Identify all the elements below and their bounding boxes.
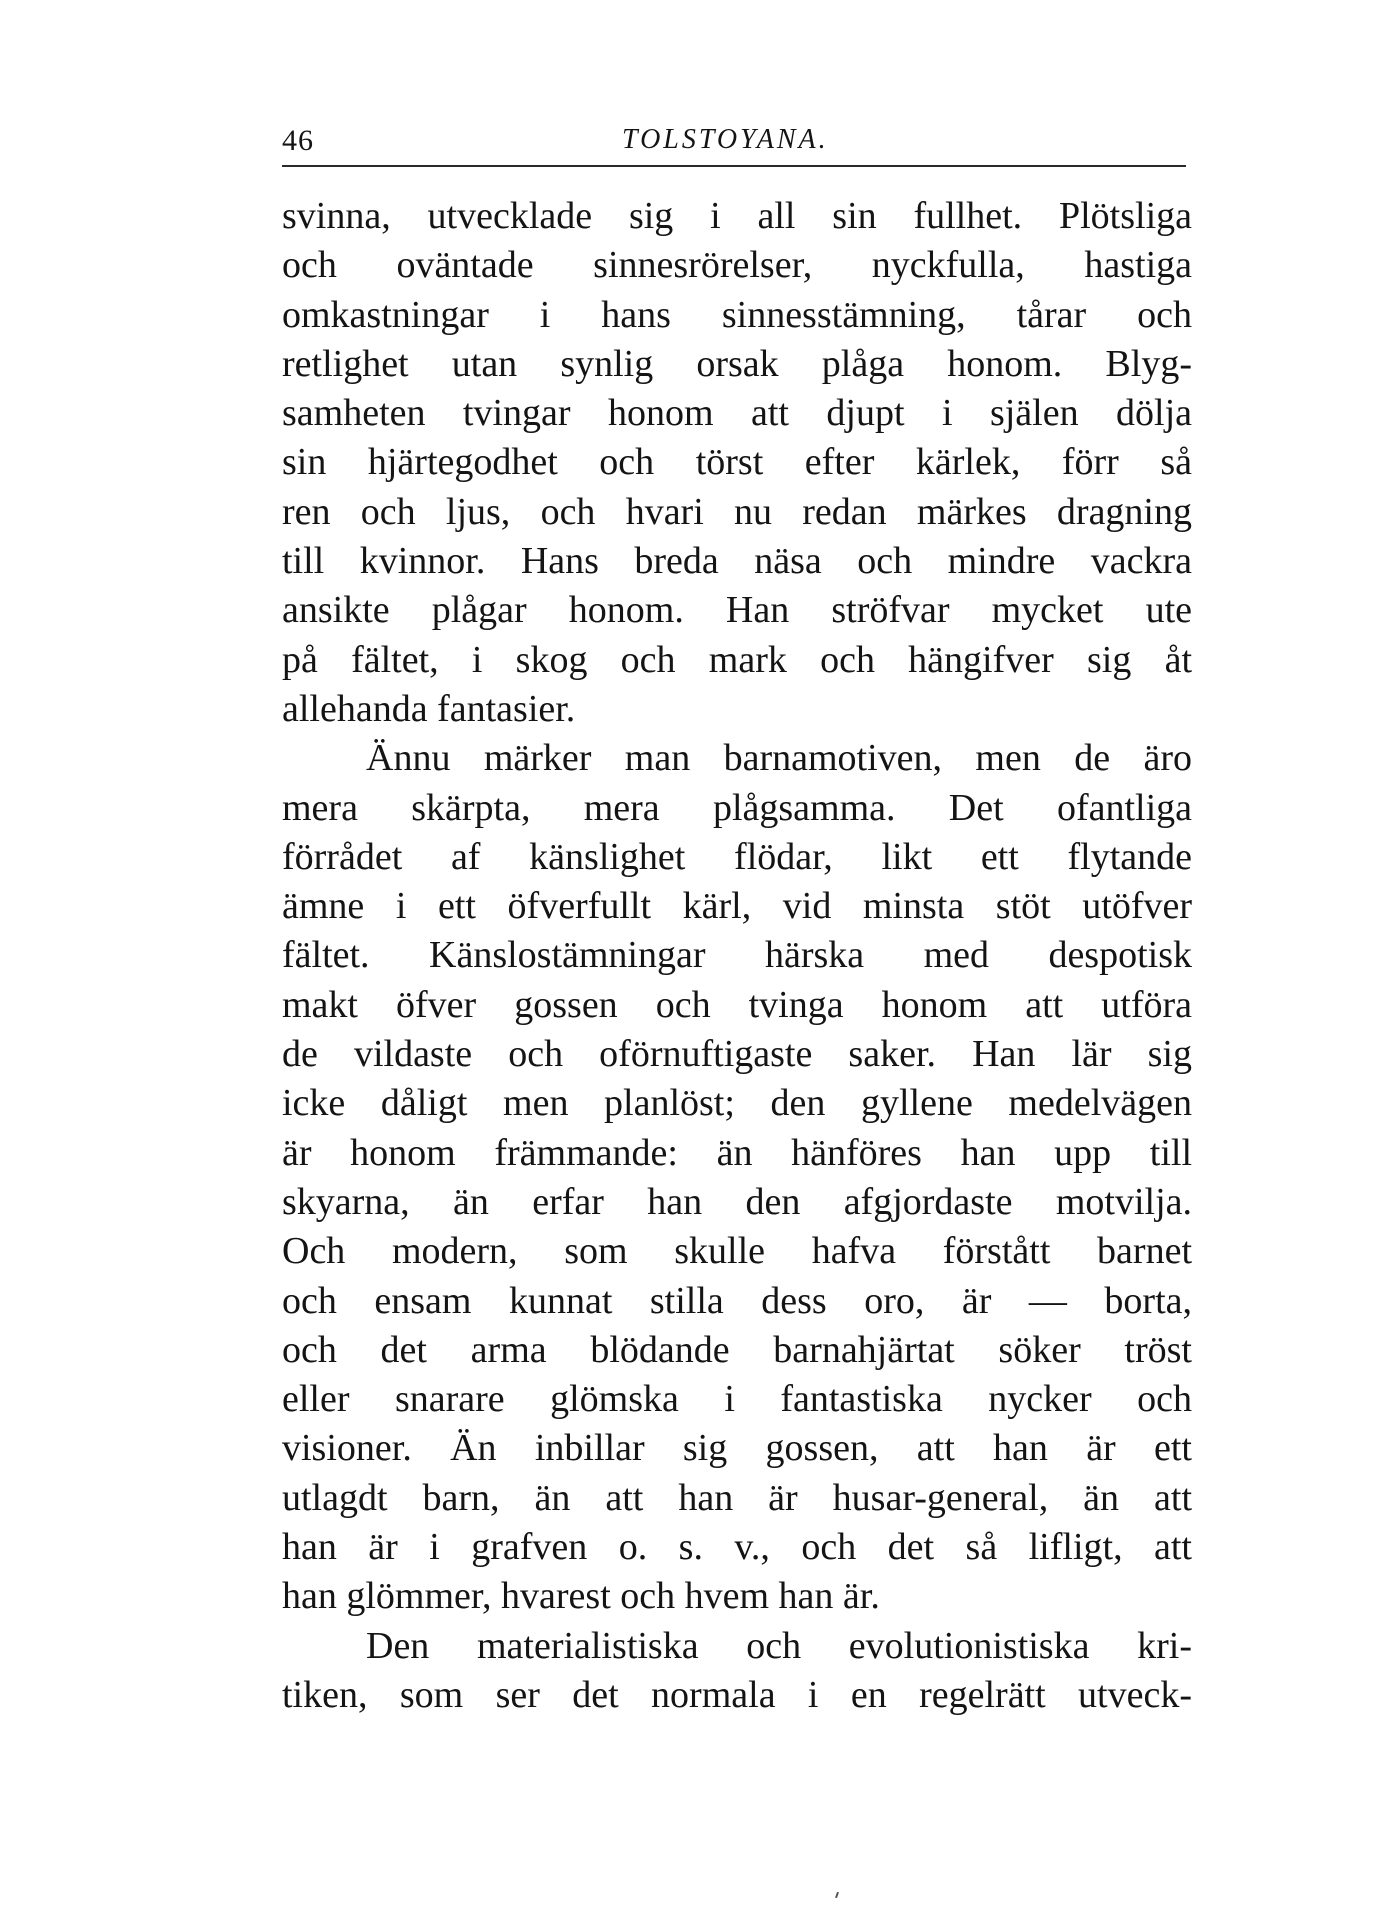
text-line: är honom främmande: än hänföres han upp till bbox=[282, 1131, 1192, 1174]
stray-ink-mark bbox=[835, 1892, 839, 1898]
text-line: Och modern, som skulle hafva förstått barnet bbox=[282, 1230, 1192, 1273]
text-line: och ensam kunnat stilla dess oro, är — borta, bbox=[282, 1279, 1192, 1322]
text-line: ämne i ett öfverfullt kärl, vid minsta stöt utöfver bbox=[282, 885, 1192, 928]
text-line: mera skärpta, mera plågsamma. Det ofantliga bbox=[282, 786, 1192, 829]
text-line: makt öfver gossen och tvinga honom att utföra bbox=[282, 983, 1192, 1026]
running-title: TOLSTOYANA. bbox=[622, 124, 829, 155]
text-line: samheten tvingar honom att djupt i själen dölja bbox=[282, 392, 1192, 435]
header-rule bbox=[282, 165, 1186, 167]
text-line: allehanda fantasier. bbox=[282, 687, 576, 730]
text-line: och oväntade sinnesrörelser, nyckfulla, hastiga bbox=[282, 244, 1192, 287]
text-line: han är i grafven o. s. v., och det så lifligt, att bbox=[282, 1526, 1192, 1569]
text-line: visioner. Än inbillar sig gossen, att han är ett bbox=[282, 1427, 1192, 1470]
text-line: sin hjärtegodhet och törst efter kärlek, förr så bbox=[282, 441, 1192, 484]
text-line: förrådet af känslighet flödar, likt ett flytande bbox=[282, 835, 1192, 878]
text-line: svinna, utvecklade sig i all sin fullhet. Plötsliga bbox=[282, 195, 1192, 237]
text-line: ansikte plågar honom. Han ströfvar mycket ute bbox=[282, 589, 1192, 632]
running-head bbox=[282, 118, 1186, 166]
text-line: tiken, som ser det normala i en regelrätt utveck- bbox=[282, 1673, 1192, 1716]
text-line: ren och ljus, och hvari nu redan märkes dragning bbox=[282, 490, 1192, 533]
text-line: fältet. Känslostämningar härska med despotisk bbox=[282, 934, 1192, 977]
text-line: de vildaste och oförnuftigaste saker. Han lär sig bbox=[282, 1033, 1192, 1076]
text-line: utlagdt barn, än att han är husar-general, än att bbox=[282, 1476, 1192, 1519]
text-line: han glömmer, hvarest och hvem han är. bbox=[282, 1575, 880, 1618]
text-line: skyarna, än erfar han den afgjordaste motvilja. bbox=[282, 1180, 1192, 1223]
text-line: på fältet, i skog och mark och hängifver sig åt bbox=[282, 638, 1192, 681]
text-line: till kvinnor. Hans breda näsa och mindre vackra bbox=[282, 540, 1192, 583]
paragraph-start-line: Ännu märker man barnamotiven, men de äro bbox=[366, 737, 1192, 780]
text-line: icke dåligt men planlöst; den gyllene medelvägen bbox=[282, 1082, 1192, 1125]
text-line: och det arma blödande barnahjärtat söker tröst bbox=[282, 1328, 1192, 1371]
page-number: 46 bbox=[282, 124, 314, 157]
text-line: omkastningar i hans sinnesstämning, tårar och bbox=[282, 293, 1192, 336]
text-line: eller snarare glömska i fantastiska nycker och bbox=[282, 1378, 1192, 1421]
body-text bbox=[282, 192, 1192, 1720]
text-line: retlighet utan synlig orsak plåga honom. Blyg- bbox=[282, 342, 1192, 385]
paragraph-start-line: Den materialistiska och evolutionistiska kri- bbox=[366, 1624, 1192, 1667]
